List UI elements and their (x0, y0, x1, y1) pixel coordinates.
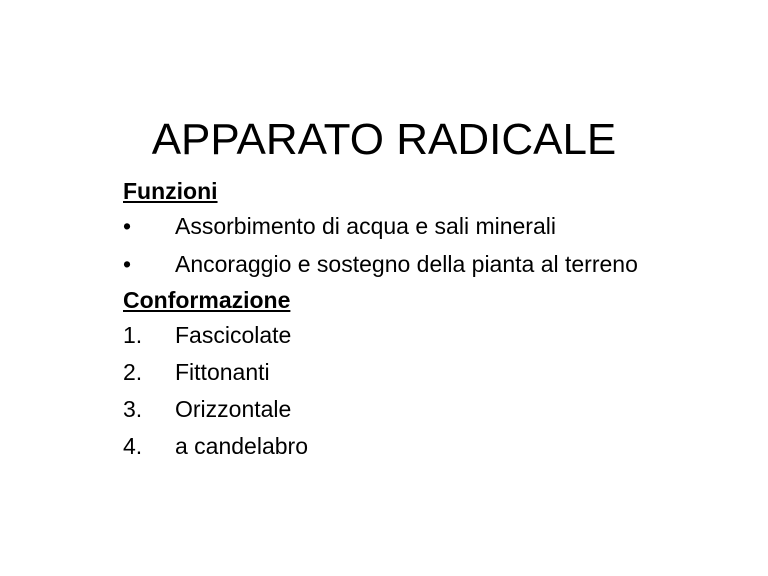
number-marker: 3. (123, 396, 143, 422)
section-heading-funzioni: Funzioni (123, 178, 218, 204)
list-item (123, 211, 683, 242)
slide-content (123, 176, 683, 462)
numbered-list (123, 320, 683, 462)
bullet-marker: • (123, 251, 132, 277)
number-marker: 2. (123, 359, 143, 385)
bullet-list (123, 211, 683, 280)
list-item-text: Fascicolate (175, 322, 292, 348)
list-item (123, 357, 683, 388)
list-item (123, 249, 683, 280)
section-funzioni (123, 176, 683, 280)
list-item (123, 431, 683, 462)
list-item-text: a candelabro (175, 433, 308, 459)
list-item-text: Orizzontale (175, 396, 292, 422)
bullet-marker: • (123, 213, 132, 239)
slide-title: APPARATO RADICALE (151, 115, 617, 164)
list-item-text: Assorbimento di acqua e sali minerali (175, 213, 556, 239)
list-item-text: Fittonanti (175, 359, 270, 385)
section-conformazione (123, 285, 683, 462)
number-marker: 1. (123, 322, 143, 348)
list-item (123, 394, 683, 425)
section-heading-conformazione: Conformazione (123, 287, 291, 313)
number-marker: 4. (123, 433, 143, 459)
list-item-text: Ancoraggio e sostegno della pianta al terreno (175, 251, 638, 277)
list-item (123, 320, 683, 351)
